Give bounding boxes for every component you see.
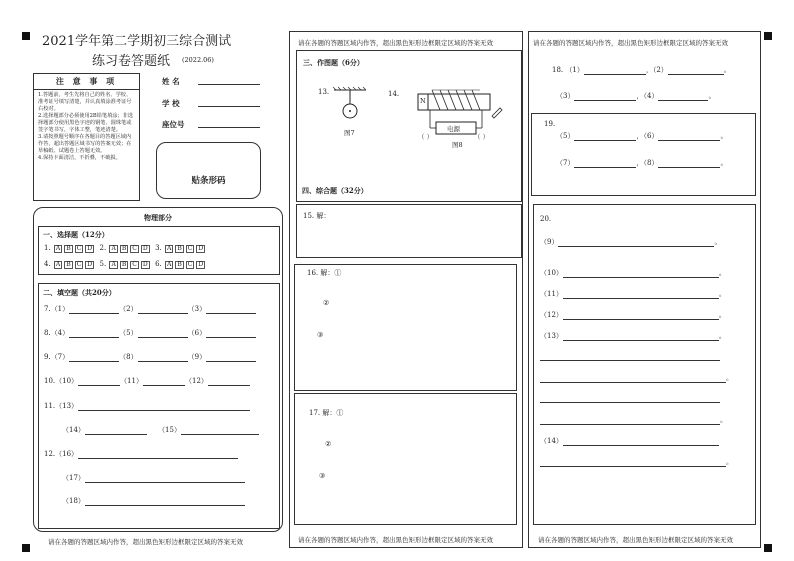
q17-part-2: ② <box>325 440 332 448</box>
fill-row <box>44 449 238 459</box>
warning-text: 请在各题的答题区域内作答，超出黑色矩形边框限定区域的答案无效 <box>298 536 493 544</box>
pole-blank-right[interactable]: （ ） <box>474 133 490 141</box>
option-bubble[interactable]: B <box>177 245 182 252</box>
blank-label: （3） <box>187 305 207 313</box>
answer-blank[interactable] <box>69 305 119 314</box>
school-field[interactable] <box>198 98 260 107</box>
q20-row <box>540 436 719 446</box>
question-number: 10. <box>44 377 56 385</box>
notice-title: 注 意 事 项 <box>34 74 139 90</box>
blank-label: （11） <box>120 377 143 385</box>
answer-blank[interactable] <box>658 159 720 168</box>
question-number: 5. <box>99 260 107 268</box>
option-bubble[interactable]: A <box>111 261 116 268</box>
blank-label: （1） <box>565 66 584 74</box>
answer-blank[interactable] <box>540 374 726 383</box>
option-bubble[interactable]: C <box>76 245 82 252</box>
question-number: 7. <box>44 305 51 313</box>
option-bubble[interactable]: A <box>55 245 61 252</box>
answer-blank[interactable] <box>540 394 720 403</box>
seat-field[interactable] <box>198 119 260 128</box>
blank-label: （2） <box>652 66 668 74</box>
answer-blank[interactable] <box>658 92 708 101</box>
q19-label: 19. <box>544 120 556 128</box>
answer-blank[interactable] <box>181 426 259 435</box>
fill-row <box>44 401 250 411</box>
blank-label: （3） <box>556 92 575 100</box>
question-number: 11. <box>44 402 56 410</box>
comprehensive-title: 四、综合题（32分） <box>302 186 368 195</box>
option-bubble[interactable]: D <box>142 245 148 252</box>
corner-mark <box>764 32 772 40</box>
q20-answer-box <box>533 204 756 525</box>
option-bubble[interactable]: B <box>121 261 127 268</box>
blank-label: （14） <box>540 437 563 445</box>
answer-blank[interactable] <box>668 66 724 75</box>
option-bubble[interactable]: D <box>87 245 93 252</box>
blank-label: （13） <box>540 332 563 340</box>
answer-blank[interactable] <box>78 377 120 386</box>
blank-label: （14） <box>62 426 85 434</box>
choice-title: 一、选择题（12分） <box>43 230 109 239</box>
corner-mark <box>22 32 30 40</box>
blank-label: （9） <box>187 353 207 361</box>
answer-blank[interactable] <box>206 329 256 338</box>
blank-label: （4） <box>643 92 659 100</box>
question-number: 9. <box>44 353 51 361</box>
option-bubble[interactable]: B <box>66 245 71 252</box>
answer-blank[interactable] <box>206 353 256 362</box>
answer-blank[interactable] <box>138 305 188 314</box>
question-number: 2. <box>99 244 107 252</box>
q20-row: （11） 。 <box>540 290 726 298</box>
option-bubble[interactable]: D <box>198 261 204 268</box>
answer-blank[interactable] <box>563 290 719 299</box>
q20-row: 。 <box>540 415 727 425</box>
option-bubble[interactable]: C <box>187 245 193 252</box>
blank-label: （13） <box>55 402 79 410</box>
choice-row <box>44 244 206 253</box>
fill-row <box>62 425 259 435</box>
q17-part-3: ③ <box>319 472 326 480</box>
question-number: 1. <box>44 244 51 252</box>
fill-title: 二、填空题（共20分） <box>43 288 116 297</box>
option-bubble[interactable]: B <box>121 245 127 252</box>
option-bubble[interactable]: A <box>111 245 116 252</box>
warning-text: 请在各题的答题区域内作答，超出黑色矩形边框限定区域的答案无效 <box>48 538 243 546</box>
answer-blank[interactable] <box>584 66 646 75</box>
fill-row <box>44 328 256 338</box>
answer-blank[interactable] <box>563 269 719 278</box>
warning-text: 请在各题的答题区域内作答，超出黑色矩形边框限定区域的答案无效 <box>538 536 733 544</box>
blank-label: （2） <box>119 305 138 313</box>
q20-row: （13） 。 <box>540 332 726 340</box>
option-bubble[interactable]: A <box>167 245 172 252</box>
corner-mark <box>22 544 30 552</box>
option-bubble[interactable]: B <box>66 261 71 268</box>
warning-text: 请在各题的答题区域内作答，超出黑色矩形边框限定区域的答案无效 <box>298 39 493 47</box>
figure-7-pendulum <box>330 86 370 124</box>
page-subtitle: 练习卷答题纸 <box>92 54 171 69</box>
q19-answer-box <box>531 113 756 196</box>
blank-label: （7） <box>556 159 575 167</box>
blank-label: （15） <box>158 426 181 434</box>
blank-label: （18） <box>62 497 85 505</box>
q16-part-2: ② <box>323 299 330 307</box>
warning-text: 请在各题的答题区域内作答，超出黑色矩形边框限定区域的答案无效 <box>533 39 728 47</box>
answer-blank[interactable] <box>85 497 245 506</box>
notice-box <box>33 73 140 201</box>
answer-blank[interactable] <box>540 458 726 467</box>
notice-item: 2.选择题部分必须使用2B铅笔填涂；非选择题部分使用黑色字迹的钢笔、圆珠笔或签字笔书写，字体工整，笔迹清楚。 <box>38 113 134 133</box>
answer-blank[interactable] <box>574 92 636 101</box>
option-bubble[interactable]: A <box>167 261 172 268</box>
choice-row <box>44 260 206 269</box>
fill-row: 18. （1） ，（2） 。 <box>552 66 731 74</box>
fill-row <box>44 376 250 386</box>
question-number: 8. <box>44 329 51 337</box>
q15-answer-box[interactable] <box>296 204 522 258</box>
answer-blank[interactable] <box>69 353 119 362</box>
q20-row <box>540 394 720 403</box>
blank-label: （6） <box>643 132 659 140</box>
blank-label: （17） <box>62 474 85 482</box>
notice-item: 1.答题前，考生先将自己的姓名、学校、准考证号填写清楚，并认真填涂准考证号右校对。 <box>38 92 132 112</box>
blank-label: （5） <box>119 329 138 337</box>
barcode-label: 贴条形码 <box>191 176 226 186</box>
fill-row <box>62 496 245 506</box>
q20-row <box>540 352 720 361</box>
answer-blank[interactable] <box>558 238 714 247</box>
q13-label: 13. <box>318 88 330 96</box>
q20-label: 20. <box>540 215 552 223</box>
option-bubble[interactable]: C <box>132 245 137 252</box>
question-number: 4. <box>44 260 51 268</box>
q16-part-3: ③ <box>317 331 324 339</box>
drawing-title: 三、作图题（6分） <box>303 58 364 67</box>
blank-label: （1） <box>50 305 70 313</box>
fill-row: （5） ，（6） 。 <box>556 132 728 140</box>
option-bubble[interactable]: C <box>76 261 82 268</box>
answer-blank[interactable] <box>540 352 720 361</box>
answer-blank[interactable] <box>574 132 636 141</box>
question-number: 6. <box>155 260 162 268</box>
barcode-area <box>156 142 261 199</box>
option-bubble[interactable]: D <box>198 245 204 252</box>
question-number: 3. <box>155 244 162 252</box>
power-source-label: 电源 <box>447 125 460 133</box>
q16-label: 16. 解：① <box>307 269 342 277</box>
q20-row: （10） 。 <box>540 269 726 277</box>
q16-answer-box[interactable] <box>294 264 517 391</box>
question-number: 12. <box>44 450 56 458</box>
option-bubble[interactable]: A <box>55 261 61 268</box>
answer-blank[interactable] <box>563 437 719 446</box>
q17-answer-box[interactable] <box>294 393 517 525</box>
name-label: 姓 名 <box>162 77 180 86</box>
q15-label: 15. 解： <box>303 212 331 220</box>
answer-blank[interactable] <box>563 332 719 341</box>
blank-label: （8） <box>643 159 659 167</box>
blank-label: （10） <box>540 269 563 277</box>
fill-row: （7） ，（8） 。 <box>556 159 728 167</box>
question-number: 18. <box>552 66 564 74</box>
answer-blank[interactable] <box>138 329 188 338</box>
answer-blank[interactable] <box>143 377 185 386</box>
answer-blank[interactable] <box>563 311 719 320</box>
notice-item: 4.保持卡面清洁，不折叠，不破损。 <box>38 155 121 161</box>
option-bubble[interactable]: D <box>142 261 148 268</box>
figure-8-caption: 图8 <box>452 141 463 149</box>
answer-blank[interactable] <box>78 402 250 411</box>
fill-row <box>44 304 256 314</box>
magnet-pole-n: N <box>420 97 426 105</box>
corner-mark <box>764 544 772 552</box>
q20-row: （9） 。 <box>540 238 722 246</box>
blank-label: （4） <box>50 329 70 337</box>
blank-label: （16） <box>55 450 79 458</box>
blank-label: （6） <box>187 329 207 337</box>
exam-date: (2022.06) <box>182 56 214 64</box>
option-bubble[interactable]: B <box>177 261 182 268</box>
answer-blank[interactable] <box>78 450 238 459</box>
page-title: 2021学年第二学期初三综合测试 <box>42 34 232 49</box>
answer-blank[interactable] <box>206 305 256 314</box>
blank-label: （11） <box>540 290 563 298</box>
q20-row: 。 <box>540 373 733 383</box>
fill-row <box>44 352 256 362</box>
answer-blank[interactable] <box>208 377 250 386</box>
answer-blank[interactable] <box>85 426 147 435</box>
blank-label: （5） <box>556 132 575 140</box>
q20-row: （12） 。 <box>540 311 726 319</box>
fill-row <box>62 473 245 483</box>
school-label: 学 校 <box>162 99 180 108</box>
blank-label: （9） <box>540 238 559 246</box>
q14-label: 14. <box>388 90 400 98</box>
answer-blank[interactable] <box>574 159 636 168</box>
option-bubble[interactable]: C <box>187 261 193 268</box>
blank-label: （12） <box>184 377 208 385</box>
physics-title: 物理部分 <box>144 213 172 222</box>
answer-blank[interactable] <box>138 353 188 362</box>
fill-row: （3） ，（4） 。 <box>556 92 716 100</box>
answer-blank[interactable] <box>69 329 119 338</box>
answer-blank[interactable] <box>85 474 245 483</box>
blank-label: （8） <box>119 353 138 361</box>
option-bubble[interactable]: D <box>87 261 93 268</box>
figure-7-caption: 图7 <box>344 129 355 137</box>
answer-blank[interactable] <box>540 416 720 425</box>
option-bubble[interactable]: C <box>132 261 137 268</box>
pole-blank-left[interactable]: （ ） <box>418 133 434 141</box>
blank-label: （7） <box>50 353 70 361</box>
seat-label: 座位号 <box>162 120 185 129</box>
q20-row: 。 <box>540 457 733 467</box>
name-field[interactable] <box>198 76 260 85</box>
notice-item: 3.请按照题号顺序在各题目的答题区域内作答，超出答题区域书写的答案无效；在草稿纸、试题卷上答题无效。 <box>38 134 132 154</box>
blank-label: （10） <box>55 377 79 385</box>
q17-label: 17. 解：① <box>309 409 344 417</box>
blank-label: （12） <box>540 311 563 319</box>
answer-blank[interactable] <box>658 132 720 141</box>
